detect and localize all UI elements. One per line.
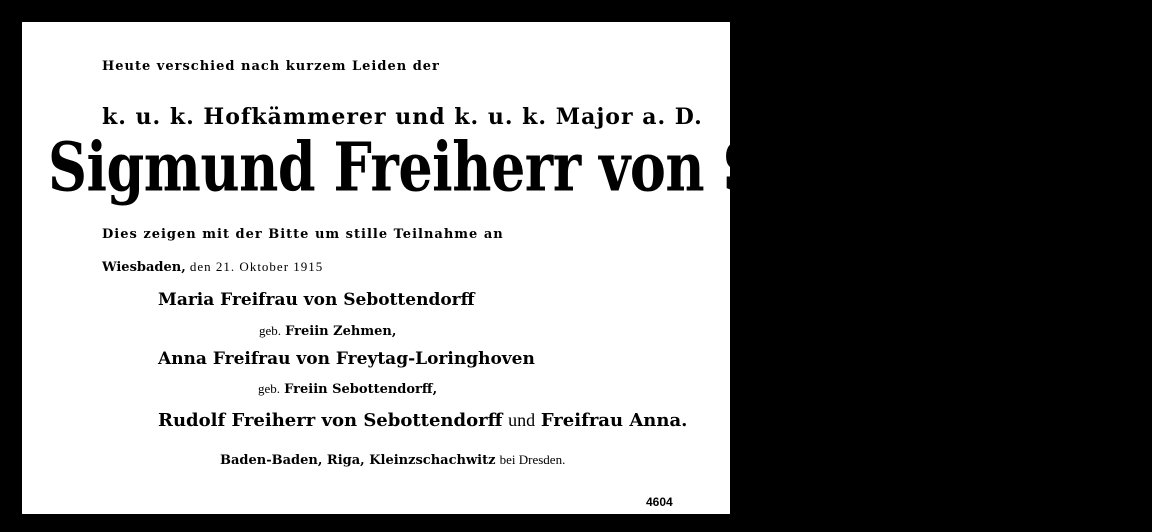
deceased-name: Sigmund Freiherr von Sebottendorff. — [48, 126, 1152, 207]
birth-name: Freiin Sebottendorff, — [284, 382, 438, 397]
intro-line: Heute verschied nach kurzem Leiden der — [102, 59, 440, 74]
mourner-name: Anna Freifrau von Freytag-Loringhoven — [158, 349, 535, 369]
birth-prefix: geb. — [258, 381, 281, 396]
towns-suffix: bei Dresden. — [499, 452, 566, 467]
towns: Baden-Baden, Riga, Kleinzschachwitz — [220, 453, 496, 468]
rudolf-line — [158, 411, 687, 430]
mourner-birth-name — [258, 382, 437, 396]
towns-line — [220, 453, 565, 467]
place: Wiesbaden, — [102, 260, 186, 275]
rudolf-wife: Freifrau Anna. — [540, 410, 688, 431]
rudolf-and: und — [508, 410, 536, 430]
birth-prefix: geb. — [259, 323, 282, 338]
announcement-line: Dies zeigen mit der Bitte um stille Teilnahme an — [102, 227, 504, 242]
birth-name: Freiin Zehmen, — [285, 324, 397, 339]
mourner-name: Maria Freifrau von Sebottendorff — [158, 290, 475, 310]
mourner-birth-name — [259, 324, 396, 338]
rudolf-name: Rudolf Freiherr von Sebottendorff — [158, 410, 503, 431]
ad-number: 4604 — [646, 495, 673, 509]
date: den 21. Oktober 1915 — [189, 259, 324, 274]
death-notice — [22, 22, 1152, 514]
place-date-line — [102, 260, 323, 274]
rank-line: k. u. k. Hofkämmerer und k. u. k. Major a. D. — [102, 104, 703, 130]
